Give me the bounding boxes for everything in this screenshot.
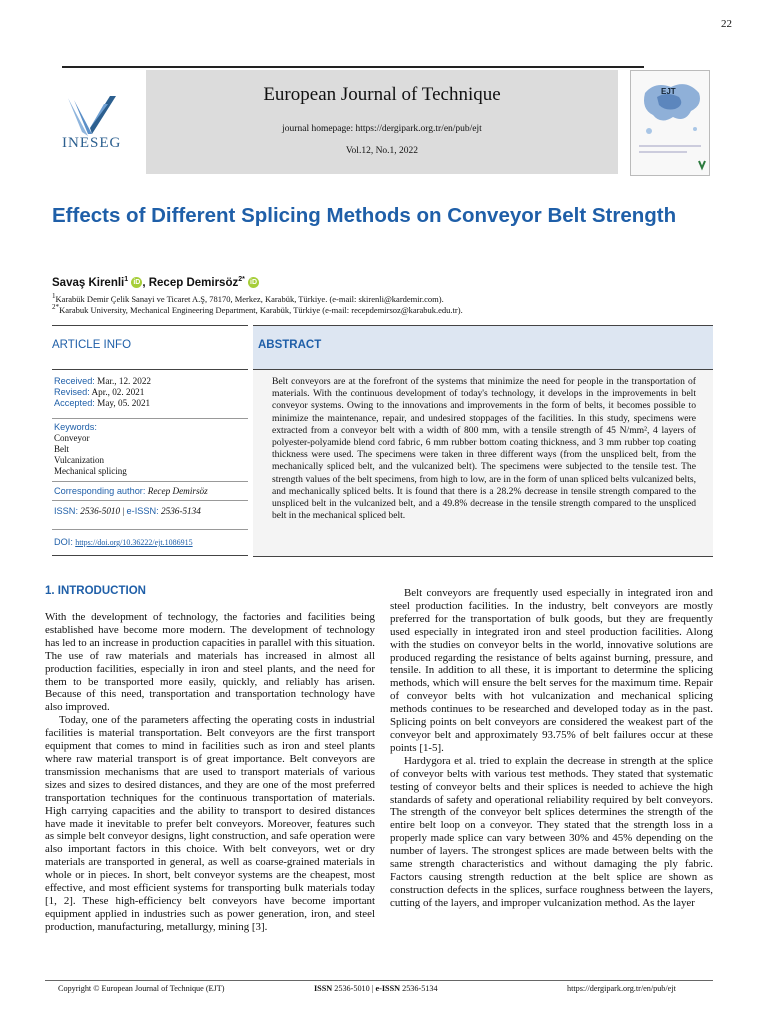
doi-link[interactable]: https://doi.org/10.36222/ejt.1086915 <box>75 538 193 547</box>
footer-rule <box>45 980 713 981</box>
paragraph: Today, one of the parameters affecting the operating costs in industrial facilities is material transportation. Belt conveyors are the first transport equipment that comes to mind in facilities such as iron and steel plants where raw material transport is of great importance. Belt conveyors are transmission mechanisms that are used to transport materials of various sizes and sizes to desired distances, and they are one of the most preferred transportation techniques for the continuous transportation of materials. High carrying capacities and the ability to transport to desired distances have made it inevitable to prefer belt conveyors. Moreover, features such as simple belt conveyor designs, light construction, and safe operation were also important factors in this choice. With belt conveyors, wet or dry materials are transported in general, as well as coarse-grained materials in whole or in pieces. In short, belt conveyor systems are the cheapest, most effective, and most efficient systems for transporting bulk materials today [1, 2]. These high-efficiency belt conveyors have become important equipment applied in industries such as power generation, iron, and steel production, manufacturing, metallurgy, mining [3]. <box>45 714 375 933</box>
keyword: Mechanical splicing <box>54 466 127 476</box>
divider <box>52 500 248 501</box>
paragraph: With the development of technology, the factories and facilities being established have become more modern. The development of technology has led to an increase in production capacities in parallel with this situation. The use of raw materials and materials has increased in almost all production facilities, especially in iron and steel plants, and the need for them to be transported more easily, quickly, and reliably has arisen. Because of this need, transportation and transportation technology have also improved. <box>45 611 375 714</box>
cover-label: EJT <box>661 87 676 96</box>
logo-text: INESEG <box>62 135 122 151</box>
keyword: Conveyor <box>54 433 90 443</box>
issn-line: ISSN: 2536-5010 | e-ISSN: 2536-5134 <box>54 506 201 516</box>
left-column <box>45 611 375 934</box>
corresponding-author: Corresponding author: Recep Demirsöz <box>54 486 208 496</box>
author-list: Savaş Kirenli$^1$ iD , Recep Demirsöz$^{2*}$ iD <box>52 276 258 289</box>
abstract-text: Belt conveyors are at the forefront of the systems that minimize the need for people in the transportation of materials. With the continuous development of today's technology, it develops in the improvements in belt conveyor systems. Owing to the innovations and improvements in the form of belts, it becomes possible to minimize the maintenance, repair, and undesired stoppages of the facilities. In this study, specimens were extracted from a conveyor belt with a width of 800 mm, with a tensile strength of 45 N/mm², 4 layers of polyester-polyamide blend cord fabric, 6 mm rubber bottom coating thickness, and 3 mm rubber top coating thickness were used. The specimens were taken in three different ways (from the unspliced belt, from the mechanically spliced belt, and the vulcanized belt). The specimens were subjected to the tensile test. The strength values of the belt specimens, from high to low, are in the form of unan spliced belts vulcanized belts, and mechanically spliced belts. It is found that there is a 28.2% decrease in tensile strength compared to the unspliced belt in the vulcanized belt, and a 49.8% decrease in the tensile strength compared to the unspliced belt in the mechanical spliced belt. <box>272 376 696 522</box>
journal-cover <box>630 70 710 176</box>
paragraph: Belt conveyors are frequently used especially in integrated iron and steel production facilities. In the industry, belt conveyors are mostly preferred for the transportation of bulk goods, but they are frequently used especially in integrated iron and steel production facilities. Along with the studies on conveyor belts in the world, innovative solutions are produced regarding the resistance of belts against burning, pressure, and tensile. In addition to all these, it is important to determine the splicing methods, which will ensure the belt serves for the maximum time. Repair of conveyor belts with hot vulcanization and mechanical splicing methods continues to be researched and developed today as in the past. Splicing points on belt conveyors are considered the weakest part of the conveyor belt and approximately 93.75% of belt failures occur at these points [1-5]. <box>390 587 713 754</box>
author-sup: 1 <box>124 276 129 283</box>
keyword: Vulcanization <box>54 455 104 465</box>
footer-issn: ISSN 2536-5010 | e-ISSN 2536-5134 <box>314 984 438 993</box>
footer-copyright: Copyright © European Journal of Technique (EJT) <box>58 984 225 993</box>
page-number: 22 <box>721 18 732 30</box>
abstract-heading: ABSTRACT <box>258 339 322 351</box>
author-name: Savaş Kirenli <box>52 276 125 289</box>
paper-title: Effects of Different Splicing Methods on Conveyor Belt Strength <box>52 204 677 227</box>
revised-date: Revised: Apr., 02. 2021 <box>54 387 145 397</box>
article-info-heading: ARTICLE INFO <box>52 339 132 351</box>
journal-volume: Vol.12, No.1, 2022 <box>345 146 419 156</box>
paragraph: Hardygora et al. tried to explain the decrease in strength at the splice of conveyor belts with various test methods. They stated that systematic testing of conveyor belts and their splices is needed to achieve the high standards of safety and operational reliability required by belt conveyors. The strength of the conveyor belt splices determines the strength of the entire belt loop on a conveyor. They stated that the strength loss in a properly made splice can vary between 30% and 45% depending on the number of layers. The strongest splices are made between belts with the same strength characteristics and without damaging the ply fabric. Factors causing strength reduction at the belt splice are shown as construction defects in the splices, surface roughness between the layers, cutting of the layers, and improper vulcanization method. As the layer <box>390 754 713 909</box>
abstract-header-box <box>253 325 713 370</box>
journal-homepage[interactable]: journal homepage: https://dergipark.org.tr/en/pub/ejt <box>282 124 482 134</box>
divider <box>52 325 248 326</box>
affiliation: $^1$Karabük Demir Çelik Sanayi ve Ticaret A.Ş, 78170, Merkez, Karabük, Türkiye. (e-mail: skirenli@kardemir.com). <box>52 292 444 304</box>
keyword: Belt <box>54 444 69 454</box>
author-sup: 2* <box>238 276 245 283</box>
divider <box>52 555 248 556</box>
received-date: Received: Mar., 12. 2022 <box>54 376 152 386</box>
divider <box>52 418 248 419</box>
journal-name: European Journal of Technique <box>263 84 501 105</box>
divider <box>52 481 248 482</box>
divider <box>52 529 248 530</box>
doi-line: DOI: https://doi.org/10.36222/ejt.1086915 <box>54 537 193 547</box>
accepted-date: Accepted: May, 05. 2021 <box>54 398 151 408</box>
orcid-icon[interactable]: iD <box>250 279 258 287</box>
footer-url[interactable]: https://dergipark.org.tr/en/pub/ejt <box>567 984 676 993</box>
divider <box>52 369 248 370</box>
affiliation: $^{2*}$Karabuk University, Mechanical Engineering Department, Karabük, Türkiye (e-mail: recepdemirsoz@karabuk.edu.tr). <box>52 303 463 315</box>
header-rule <box>62 66 644 68</box>
orcid-icon[interactable]: iD <box>133 279 141 287</box>
author-name: Recep Demirsöz <box>148 276 239 289</box>
right-column <box>390 587 713 910</box>
keywords-label: Keywords: <box>54 422 97 432</box>
section-heading: 1. INTRODUCTION <box>45 585 146 597</box>
